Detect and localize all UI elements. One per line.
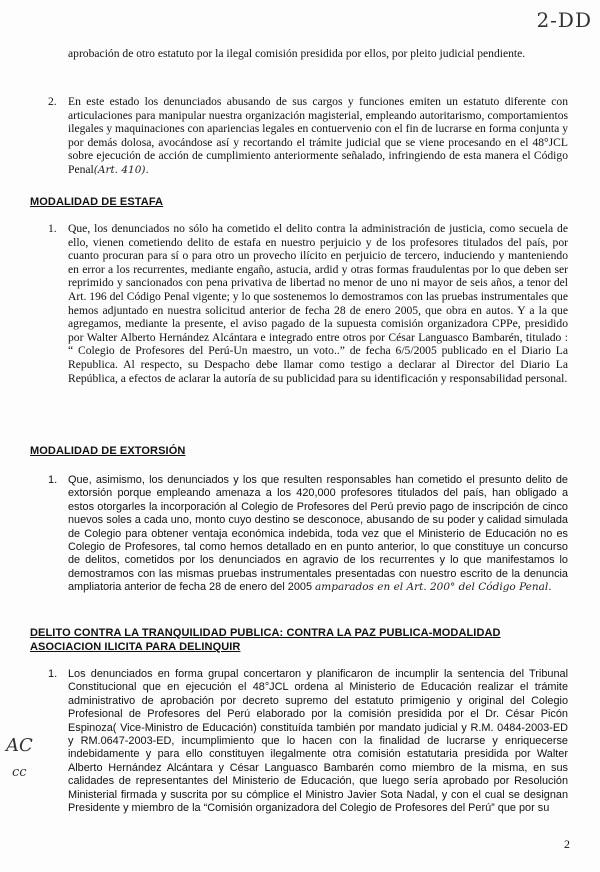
- estafa-paragraph: Que, los denunciados no sólo ha cometido el delito contra la administración de justicia, como secuela de ello, vienen cometiendo delito de estafa en nuestro perjuicio y de los profesores titulados del país, por cuanto procuran para sí o para otro un provecho ilícito en perjuicio de tercero, induciendo y manteniendo en error a los recurrentes, mediante engaño, astucia, ardid y otras formas fraudulentas por lo que deben ser reprimido y sancionados con pena privativa de libertad no menor de uno ni mayor de seis años, a tenor del Art. 196 del Código Penal vigente; y lo que sostenemos lo demostramos con las pruebas instrumentales que hemos adjuntado en nuestra solicitud anterior de fecha 28 de enero 2005, que obra en autos. Y a la que agregamos, mediante la presente, el aviso pagado de la supuesta comisión organizadora CPPe, presidido por Walter Alberto Hernández Alcántara e integrado entre otros por César Languasco Bambarén, titulado : “ Colegio de Profesores del Perú-Un maestro, un voto..” de fecha 6/5/2005 publicado en el Diario La Republica. Al respecto, su Despacho debe llamar como testigo a declarar al Director del Diario La República, a efectos de aclarar la autoría de su publicidad para su identificación y responsabilidad personal.: [68, 222, 568, 385]
- item2-text: En este estado los denunciados abusando de sus cargos y funciones emiten un estatuto diferente con articulaciones para manipular nuestra organización magisterial, empleando autoritarismo, comportamientos ilegales y maquinaciones con apariencias legales en contuervenio con el fin de lucrarse en forma conjunta y por demás dolosa, avocándose así y recortando el trámite judicial que se viene procesando en el 48°JCL sobre ejecución de acción de cumplimiento anteriormente señalado, infringiendo de esta manera el Código Penal: [68, 95, 568, 176]
- page-number: 2: [564, 837, 570, 851]
- handwritten-annotation: (Art. 410).: [93, 163, 149, 176]
- handwritten-annotation: amparados en el Art. 200° del Código Penal.: [315, 581, 552, 594]
- extorsion-text: Que, asimismo, los denunciados y los que resulten responsables han cometido el presunto delito de extorsión porque empleando amenaza a los 420,000 profesores titulados del país, han obligado a estos otorgarles la incorporación al Colegio de Profesores del Perú previo pago de inscripción de cinco nuevos soles a cada uno, monto cuyo destino se desconoce, abusando de su poder y calidad simulada de Colegio para obtener ventaja económica indebida, toda vez que el Ministerio de Educación no es Colegio de Profesores, tal como hemos detallado en en punto anterior, lo que constituye un concurso de delitos, cometidos por los denunciados en agravio de los recurrentes y lo que manifestamos lo demostramos con las mismas pruebas instrumentales presentadas con nuestro escrito de la denuncia ampliatoria anterior de fecha 28 de enero del 2005: [68, 474, 568, 594]
- section-heading-asociacion-line1: DELITO CONTRA LA TRANQUILIDAD PUBLICA: CONTRA LA PAZ PUBLICA-MODALIDAD: [30, 627, 501, 639]
- section-heading-estafa: MODALIDAD DE ESTAFA: [30, 196, 164, 208]
- asociacion-paragraph: Los denunciados en forma grupal concertaron y planificaron de incumplir la sentencia del Tribunal Constitucional que en ejecución el 48°JCL ordena al Ministerio de Educación realizar el trámite administrativo de aprobación por decreto supremo del estatuto primigenio y original del Colegio Profesional de Profesores del Perú elaborado por la comisión presidida por el Dr. César Picón Espinoza( Vice-Ministro de Educación) constituída también por mandato judicial y R.M. 0484-2003-ED y RM.0647-2003-ED, incumplimiento que lo hacen con la finalidad de lucrarse y enriquecerse indebidamente y para ello constituyen ilegalmente otra comisión estatutaria presidida por Walter Alberto Hernández Alcántara y César Languasco Bambarén como miembro de la misma, en sus calidades de representantes del Ministerio de Educación, que luego sería aprobado por Resolución Ministerial firmada y suscrita por su cómplice el Ministro Javier Sota Nadal, y con el cual se designan Presidente y miembro de la “Comisión organizadora del Colegio de Profesores del Perú” que por su: [68, 668, 568, 815]
- item2-paragraph: [68, 95, 568, 178]
- section-heading-extorsion: MODALIDAD DE EXTORSIÓN: [30, 445, 186, 457]
- extorsion-paragraph: [68, 474, 568, 595]
- handwritten-margin-mark: AC: [6, 735, 33, 756]
- handwritten-margin-mark: cc: [12, 765, 27, 780]
- intro-paragraph: aprobación de otro estatuto por la ilegal comisión presidida por ellos, por pleito judicial pendiente.: [68, 47, 526, 60]
- item-number: 1.: [48, 222, 57, 235]
- item-number: 1.: [48, 474, 58, 486]
- section-heading-asociacion-line2: ASOCIACION ILICITA PARA DELINQUIR: [30, 641, 241, 653]
- item-number: 2.: [48, 95, 57, 108]
- item-number: 1.: [48, 668, 58, 680]
- handwritten-page-mark: 2-DD: [536, 8, 592, 32]
